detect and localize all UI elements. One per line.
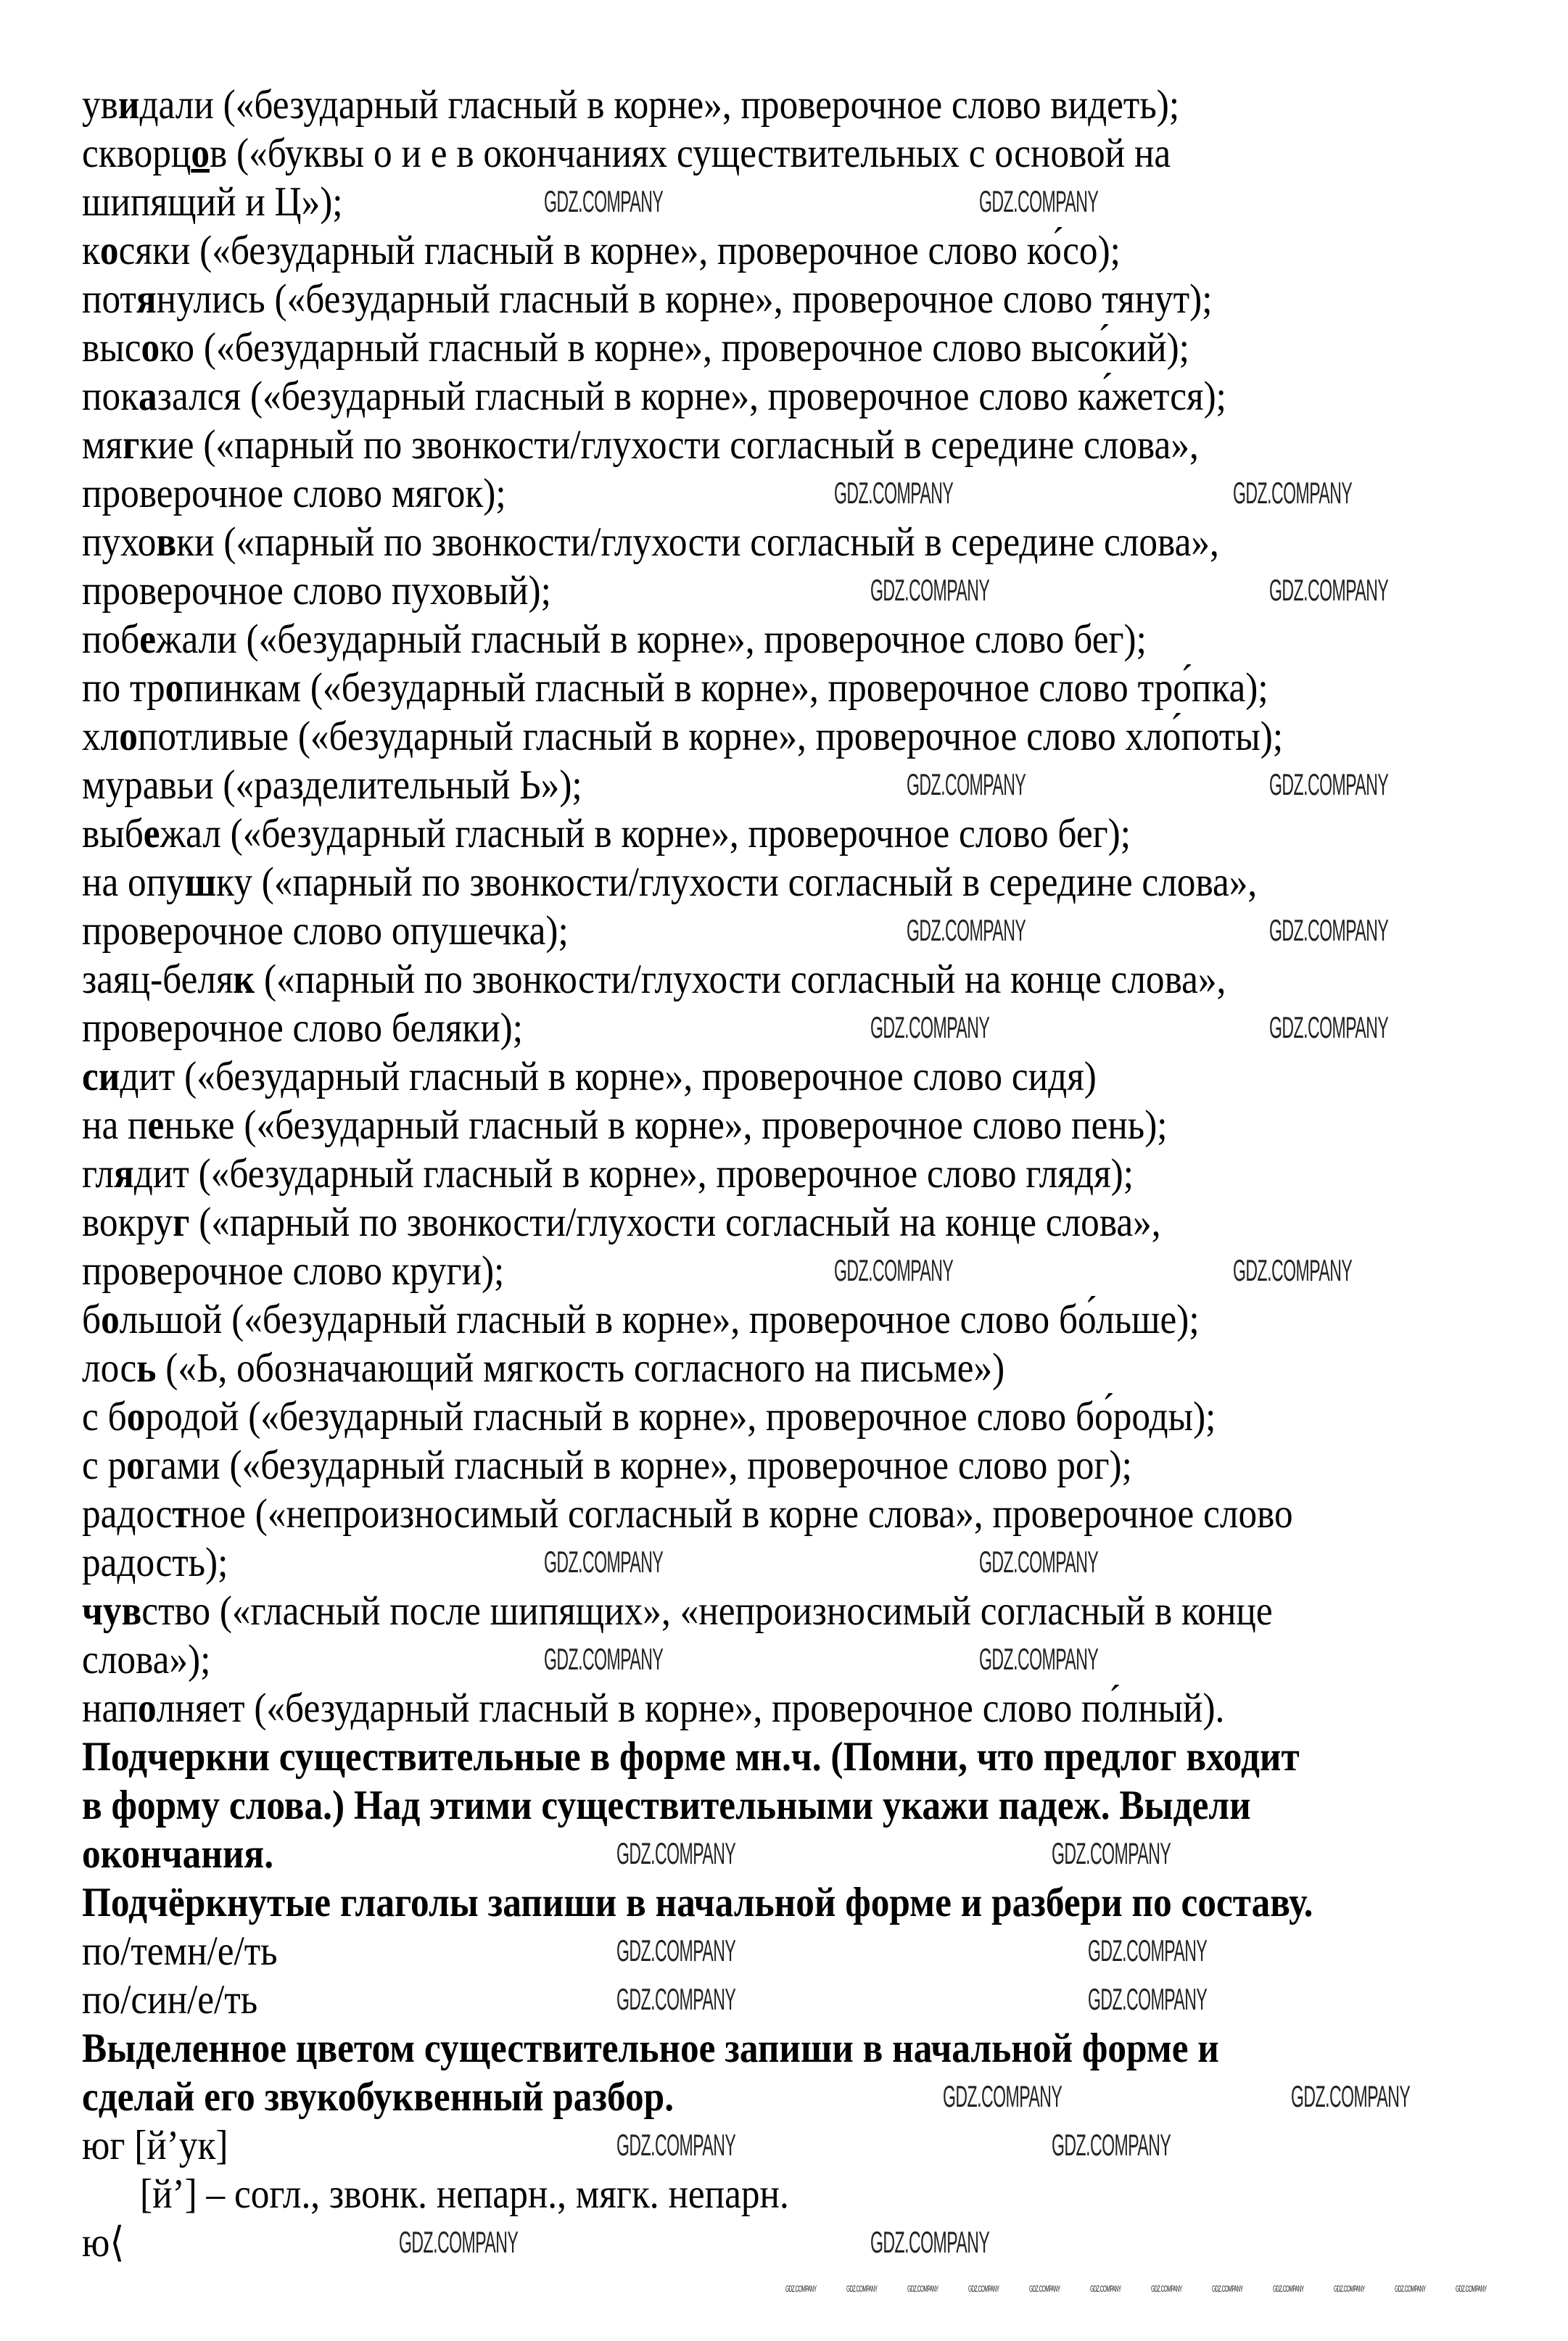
text-segment: по/син/е/ть — [82, 1977, 258, 2023]
watermark: GDZ.COMPANY — [1088, 1933, 1208, 1968]
highlighted-letter: е — [139, 616, 156, 662]
text-segment: («парный по звонкости/глухости согласный на конце слова», — [255, 957, 1226, 1002]
watermark: GDZ.COMPANY — [1269, 1010, 1389, 1044]
text-line — [82, 1927, 278, 1975]
watermark: GDZ.COMPANY — [399, 2225, 519, 2259]
highlighted-letter: Выделенное цветом существительное запиши в начальной форме и — [82, 2026, 1219, 2071]
text-segment: дали («безударный гласный в корне», проверочное слово видеть); — [139, 82, 1180, 128]
text-line — [82, 1781, 1251, 1830]
text-segment: муравьи («разделительный Ь»); — [82, 762, 582, 808]
text-line — [82, 1198, 1161, 1247]
text-segment: радос — [82, 1491, 173, 1537]
text-line — [82, 566, 551, 615]
text-line — [82, 955, 1226, 1004]
text-line — [82, 2073, 674, 2121]
highlighted-letter: о — [141, 325, 160, 371]
watermark: GDZ.COMPANY — [907, 767, 1026, 801]
watermark: GDZ.COMPANY — [1273, 2284, 1304, 2294]
text-line — [82, 1830, 273, 1878]
text-line — [82, 615, 1147, 664]
highlighted-letter: о — [165, 665, 184, 711]
highlighted-letter: и — [117, 82, 140, 128]
text-segment: гл — [82, 1151, 115, 1197]
text-segment: жал («безударный гласный в корне», проверочное слово бег); — [160, 811, 1131, 856]
text-segment: зался («безударный гласный в корне», проверочное слово ка́жется); — [157, 373, 1226, 419]
text-segment: жали («безударный гласный в корне», проверочное слово бег); — [155, 616, 1147, 662]
text-segment: проверочное слово опушечка); — [82, 908, 569, 954]
text-line — [82, 664, 1268, 712]
watermark: GDZ.COMPANY — [1269, 913, 1389, 947]
text-segment: мя — [82, 422, 123, 468]
text-segment: родой («безударный гласный в корне», проверочное слово бо́роды); — [145, 1394, 1216, 1440]
text-line — [82, 1538, 228, 1587]
text-line — [82, 1392, 1216, 1441]
highlighted-letter: о — [119, 714, 138, 759]
text-segment: («парный по звонкости/глухости согласный на конце слова», — [189, 1200, 1161, 1245]
document-body — [82, 80, 1450, 2267]
text-segment: ньке («безударный гласный в корне», проверочное слово пень); — [164, 1102, 1168, 1148]
text-segment: потливые («безударный гласный в корне», проверочное слово хло́поты); — [137, 714, 1284, 759]
highlighted-letter: о — [138, 1685, 157, 1731]
highlighted-letter: в форму слова.) Над этими существительными укажи падеж. Выдели — [82, 1783, 1251, 1828]
text-segment: проверочное слово беляки); — [82, 1005, 524, 1051]
watermark: GDZ.COMPANY — [1052, 1836, 1171, 1870]
text-segment: выс — [82, 325, 141, 371]
watermark: GDZ.COMPANY — [943, 2079, 1062, 2113]
highlighted-letter: е — [147, 1102, 165, 1148]
watermark: GDZ.COMPANY — [968, 2284, 999, 2294]
text-line — [82, 1295, 1200, 1344]
text-line — [82, 2121, 228, 2170]
text-segment: на п — [82, 1102, 148, 1148]
text-segment: юг [й’ук] — [82, 2123, 228, 2168]
highlighted-letter: я — [136, 276, 157, 322]
text-segment: ство («гласный после шипящих», «непроизносимый согласный в конце — [141, 1588, 1273, 1634]
watermark: GDZ.COMPANY — [1029, 2284, 1060, 2294]
text-segment: лняет («безударный гласный в корне», проверочное слово по́лный). — [156, 1685, 1225, 1731]
highlighted-letter: г — [123, 422, 140, 468]
highlighted-letter: о — [101, 1297, 120, 1342]
highlighted-letter: ш — [184, 859, 217, 905]
text-segment: пинкам («безударный гласный в корне», проверочное слово тро́пка); — [183, 665, 1268, 711]
text-line — [82, 421, 1199, 469]
watermark: GDZ.COMPANY — [1334, 2284, 1365, 2294]
highlighted-letter: чув — [82, 1588, 142, 1634]
text-segment: скворц — [82, 131, 191, 176]
highlighted-letter: Подчеркни существительные в форме мн.ч. (Помни, что предлог входит — [82, 1734, 1300, 1780]
text-segment: ное («непроизносимый согласный в корне слова», проверочное слово — [190, 1491, 1293, 1537]
text-segment: нап — [82, 1685, 139, 1731]
text-segment: по/темн/е/ть — [82, 1928, 278, 1974]
text-line — [82, 761, 582, 809]
watermark: GDZ.COMPANY — [1088, 1982, 1208, 2016]
text-line — [82, 1101, 1168, 1149]
text-segment: заяц-беля — [82, 957, 234, 1002]
text-line — [140, 2170, 789, 2218]
watermark: GDZ.COMPANY — [1090, 2284, 1121, 2294]
text-line — [82, 1490, 1293, 1538]
highlighted-letter: е — [143, 811, 160, 856]
text-segment: проверочное слово мягок); — [82, 471, 506, 516]
text-segment: пухо — [82, 519, 157, 565]
text-segment: ув — [82, 82, 118, 128]
text-line — [82, 809, 1131, 858]
text-segment: («Ь, обозначающий мягкость согласного на письме») — [156, 1345, 1005, 1391]
text-line — [82, 2024, 1219, 2073]
text-segment: дит («безударный гласный в корне», проверочное слово сидя) — [120, 1054, 1097, 1099]
highlighted-letter: сделай его звукобуквенный разбор. — [82, 2074, 674, 2120]
text-segment: к — [82, 228, 100, 273]
text-segment: сяки («безударный гласный в корне», проверочное слово ко́со); — [118, 228, 1121, 273]
watermark: GDZ.COMPANY — [907, 913, 1026, 947]
text-line — [82, 1247, 504, 1295]
text-line — [82, 1004, 523, 1052]
highlighted-letter: о — [99, 228, 119, 273]
watermark: GDZ.COMPANY — [907, 2284, 938, 2294]
text-line — [82, 712, 1283, 761]
text-line — [82, 1878, 1313, 1927]
watermark: GDZ.COMPANY — [1212, 2284, 1243, 2294]
text-segment: гами («безударный гласный в корне», проверочное слово рог); — [144, 1442, 1132, 1488]
watermark: GDZ.COMPANY — [979, 1545, 1099, 1579]
text-line — [82, 80, 1179, 129]
text-segment: проверочное слово пуховый); — [82, 568, 551, 614]
watermark: GDZ.COMPANY — [1269, 767, 1389, 801]
text-segment: хл — [82, 714, 120, 759]
highlighted-letter: к — [233, 957, 255, 1002]
text-segment: радость); — [82, 1540, 228, 1585]
highlighted-letter: а — [139, 373, 157, 419]
watermark: GDZ.COMPANY — [616, 2128, 736, 2162]
text-line — [82, 1733, 1300, 1781]
highlighted-letter: Подчёркнутые глаголы запиши в начальной форме и разбери по составу. — [82, 1880, 1313, 1925]
watermark: GDZ.COMPANY — [979, 1642, 1099, 1676]
text-line — [82, 1149, 1134, 1198]
highlighted-letter: о — [126, 1394, 146, 1440]
highlighted-letter: т — [172, 1491, 191, 1537]
watermark: GDZ.COMPANY — [870, 2225, 990, 2259]
text-segment: ю⟨ — [82, 2220, 125, 2266]
highlighted-letter: о — [191, 131, 210, 176]
text-line — [82, 469, 506, 518]
text-line — [82, 129, 1171, 178]
text-segment: кие («парный по звонкости/глухости согласный в середине слова», — [139, 422, 1199, 468]
text-line — [82, 2218, 124, 2267]
text-line — [82, 178, 343, 226]
watermark: GDZ.COMPANY — [1456, 2284, 1487, 2294]
text-segment: лос — [82, 1345, 137, 1391]
text-segment: [й’] – согл., звонк. непарн., мягк. непарн. — [140, 2171, 789, 2217]
highlighted-letter: в — [156, 519, 177, 565]
watermark: GDZ.COMPANY — [1233, 1253, 1353, 1287]
watermark: GDZ.COMPANY — [870, 1010, 990, 1044]
watermark: GDZ.COMPANY — [1052, 2128, 1171, 2162]
highlighted-letter: ь — [136, 1345, 157, 1391]
text-line — [82, 1052, 1097, 1101]
text-segment: шипящий и Ц»); — [82, 179, 343, 225]
text-segment: выб — [82, 811, 144, 856]
text-segment: слова»); — [82, 1637, 211, 1683]
text-segment: с б — [82, 1394, 127, 1440]
text-line — [82, 275, 1212, 323]
watermark: GDZ.COMPANY — [616, 1836, 736, 1870]
text-segment: ки («парный по звонкости/глухости согласный в середине слова», — [176, 519, 1219, 565]
text-segment: ко («безударный гласный в корне», проверочное слово высо́кий); — [160, 325, 1189, 371]
text-segment: вокру — [82, 1200, 173, 1245]
watermark: GDZ.COMPANY — [1291, 2079, 1411, 2113]
text-segment: дит («безударный гласный в корне», проверочное слово глядя); — [133, 1151, 1134, 1197]
text-line — [82, 1441, 1132, 1490]
watermark: GDZ.COMPANY — [544, 1545, 664, 1579]
watermark: GDZ.COMPANY — [616, 1933, 736, 1968]
watermark: GDZ.COMPANY — [1151, 2284, 1182, 2294]
text-segment: на опу — [82, 859, 185, 905]
text-segment: по тр — [82, 665, 165, 711]
text-line — [82, 518, 1219, 566]
text-segment: с р — [82, 1442, 127, 1488]
watermark: GDZ.COMPANY — [979, 184, 1099, 218]
text-segment: б — [82, 1297, 102, 1342]
watermark: GDZ.COMPANY — [785, 2284, 817, 2294]
text-line — [82, 372, 1226, 421]
text-line — [82, 907, 569, 955]
text-segment: проверочное слово круги); — [82, 1248, 505, 1294]
text-segment: нулись («безударный гласный в корне», проверочное слово тянут); — [156, 276, 1213, 322]
text-line — [82, 1344, 1004, 1392]
watermark: GDZ.COMPANY — [870, 573, 990, 607]
watermark: GDZ.COMPANY — [1269, 573, 1389, 607]
text-line — [82, 1635, 210, 1684]
text-segment: в («буквы о и е в окончаниях существительных с основой на — [209, 131, 1171, 176]
watermark: GDZ.COMPANY — [834, 1253, 954, 1287]
text-line — [82, 323, 1189, 372]
text-line — [82, 226, 1121, 275]
highlighted-letter: си — [82, 1054, 120, 1099]
text-line — [82, 1684, 1224, 1733]
watermark: GDZ.COMPANY — [1233, 476, 1353, 510]
text-segment: пок — [82, 373, 139, 419]
text-line — [82, 858, 1257, 907]
text-line — [82, 1587, 1273, 1635]
watermark: GDZ.COMPANY — [544, 1642, 664, 1676]
highlighted-letter: окончания. — [82, 1831, 274, 1877]
watermark: GDZ.COMPANY — [1395, 2284, 1426, 2294]
watermark: GDZ.COMPANY — [616, 1982, 736, 2016]
highlighted-letter: г — [173, 1200, 190, 1245]
text-line — [82, 1975, 257, 2024]
watermark: GDZ.COMPANY — [846, 2284, 878, 2294]
highlighted-letter: я — [114, 1151, 134, 1197]
text-segment: ку («парный по звонкости/глухости согласный в середине слова», — [216, 859, 1258, 905]
text-segment: льшой («безударный гласный в корне», проверочное слово бо́льше); — [119, 1297, 1200, 1342]
text-segment: пот — [82, 276, 136, 322]
watermark: GDZ.COMPANY — [544, 184, 664, 218]
highlighted-letter: о — [126, 1442, 145, 1488]
text-segment: поб — [82, 616, 140, 662]
watermark: GDZ.COMPANY — [834, 476, 954, 510]
